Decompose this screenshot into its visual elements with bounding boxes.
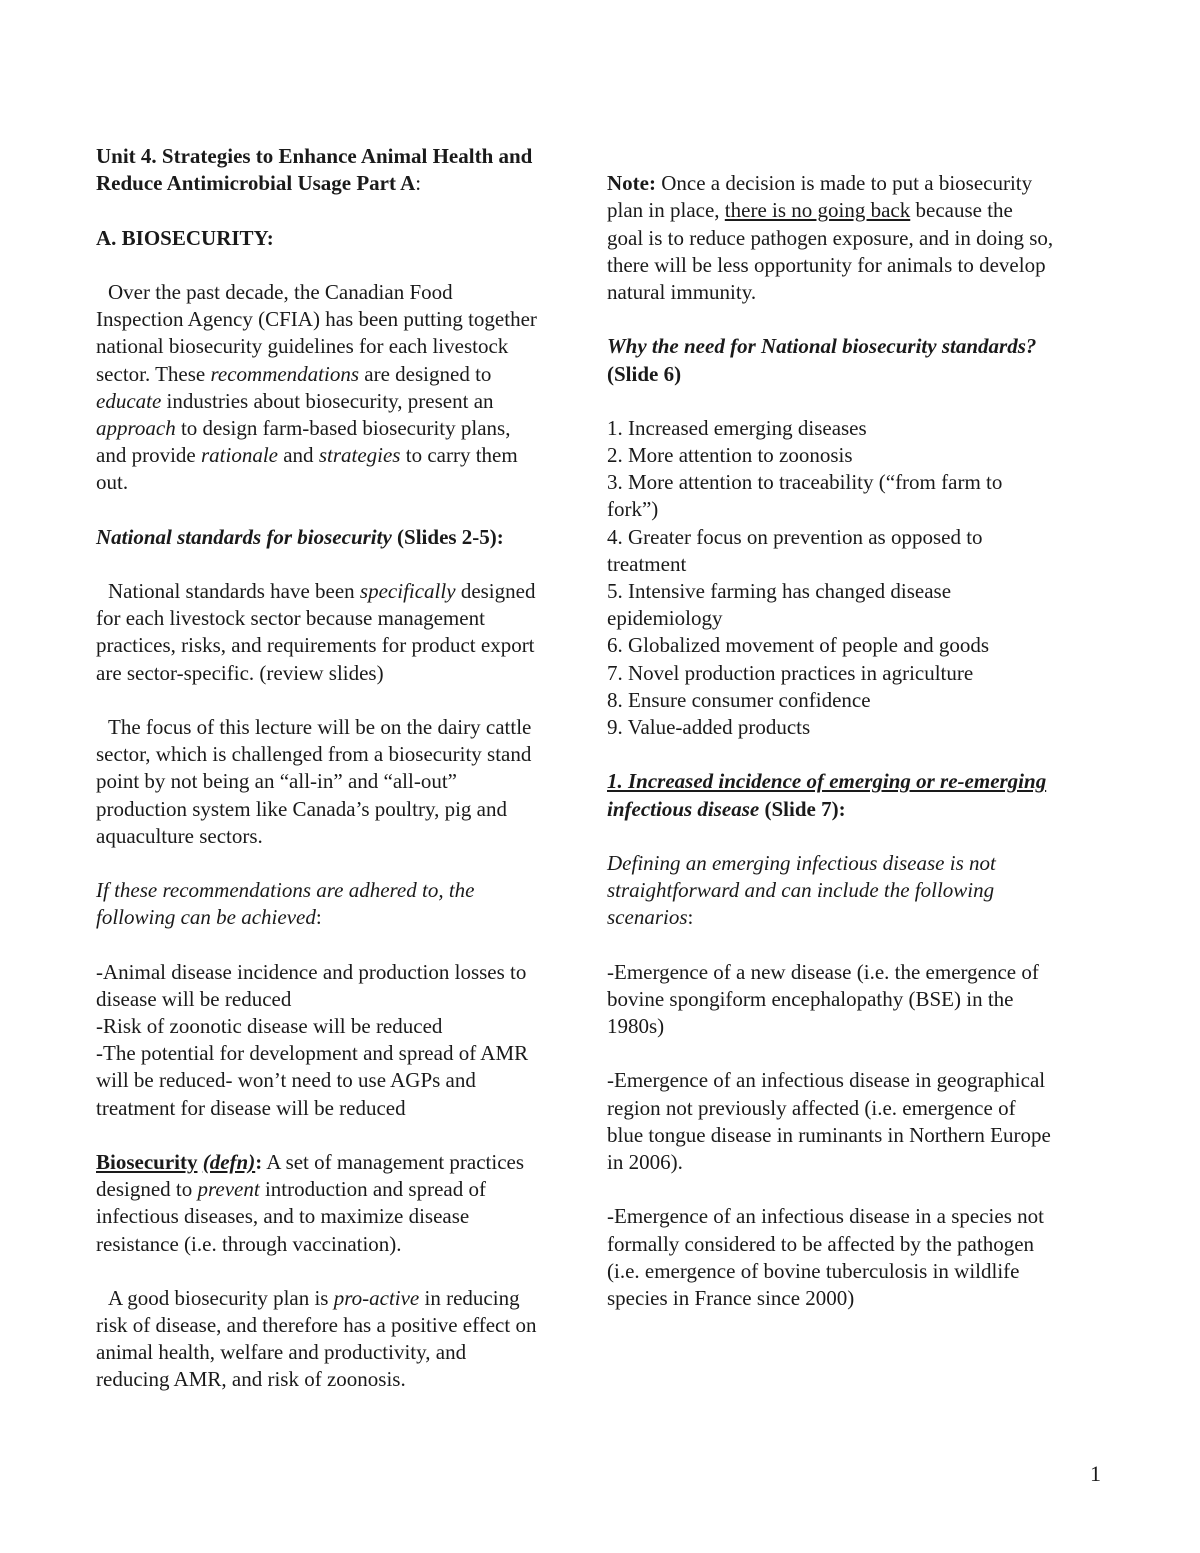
paragraph-recommendations: If these recommendations are adhered to, the following can be achieved: — [96, 878, 475, 930]
document-title-line-2: Reduce Antimicrobial Usage Part A: — [96, 171, 422, 196]
subheading-why-national-standards: Why the need for National biosecurity standards? (Slide 6) — [607, 334, 1037, 386]
subheading-national-standards: National standards for biosecurity (Slides 2-5): — [96, 524, 504, 549]
scenario-new-species: -Emergence of an infectious disease in a species not formally considered to be affected by the pathogen (i.e. emergence of bovine tuberculosis in wildlife species in France since 2000) — [607, 1204, 1044, 1310]
subheading-increased-incidence: 1. Increased incidence of emerging or re-emerging infectious disease (Slide 7): — [607, 769, 1047, 821]
list-item: 1. Increased emerging diseases — [607, 415, 867, 440]
document-title: Unit 4. Strategies to Enhance Animal Health and — [96, 144, 533, 168]
paragraph-cfia: Over the past decade, the Canadian Food Inspection Agency (CFIA) has been putting together national biosecurity guidelines for each livestock sector. These recommendations are designed to educate industries about biosecurity, present an approach to design farm-based biosecurity plans, and provide rationale and strategies to carry them out. — [96, 279, 537, 495]
section-heading-biosecurity: A. BIOSECURITY: — [96, 225, 274, 250]
paragraph-defining: Defining an emerging infectious disease is not straightforward and can include the following scenarios: — [607, 850, 996, 930]
list-item: 8. Ensure consumer confidence — [607, 687, 871, 712]
paragraph-national-standards: National standards have been specifically designed for each livestock sector because management practices, risks, and requirements for product export are sector-specific. (review slides) — [96, 579, 536, 685]
scenario-new-region: -Emergence of an infectious disease in geographical region not previously affected (i.e. emergence of blue tongue disease in ruminants in Northern Europe in 2006). — [607, 1068, 1051, 1174]
scenario-new-disease: -Emergence of a new disease (i.e. the emergence of bovine spongiform encephalopathy (BSE) in the 1980s) — [607, 959, 1039, 1038]
note-paragraph: Note: Once a decision is made to put a biosecurity plan in place, there is no going back because the goal is to reduce pathogen exposure, and in doing so, there will be less opportunity for animals to develop natural immunity. — [607, 171, 1054, 304]
list-item: -Risk of zoonotic disease will be reduced — [96, 1014, 443, 1038]
list-item: -The potential for development and spread of AMR — [96, 1041, 529, 1066]
page-number: 1 — [1090, 1461, 1101, 1486]
reasons-list: 1. Increased emerging diseases 2. More attention to zoonosis 3. More attention to traceability (“from farm to fork”) 4. Greater focus on prevention as opposed to treatment 5. Intensive farming has changed disease epidemiology 6. Globalized movement of people and goods 7. Novel production practices in agriculture 8. Ensure consumer confidence 9. Value-added products — [607, 415, 1107, 741]
paragraph-good-plan: A good biosecurity plan is pro-active in reducing risk of disease, and therefore has a positive effect on animal health, welfare and productivity, and reducing AMR, and risk of zoonosis. — [96, 1285, 537, 1392]
list-item: 7. Novel production practices in agriculture — [607, 660, 974, 685]
left-column — [96, 143, 596, 1394]
list-item: -Animal disease incidence and production losses to — [96, 959, 527, 984]
list-item: 6. Globalized movement of people and goods — [607, 633, 989, 658]
list-item: 4. Greater focus on prevention as opposed to — [607, 524, 983, 549]
list-item: 2. More attention to zoonosis — [607, 443, 853, 468]
paragraph-dairy-focus: The focus of this lecture will be on the dairy cattle sector, which is challenged from a biosecurity stand point by not being an “all-in” and “all-out” production system like Canada’s poultry, pig and aquaculture sectors. — [96, 714, 532, 848]
outcomes-list: -Animal disease incidence and production losses to disease will be reduced -Risk of zoonotic disease will be reduced -The potential for development and spread of AMR will be reduced- won’t need to use AGPs and treatment for disease will be reduced — [96, 959, 596, 1122]
list-item: 5. Intensive farming has changed disease — [607, 579, 952, 603]
list-item: 3. More attention to traceability (“from farm to — [607, 470, 1003, 495]
biosecurity-definition: Biosecurity (defn): A set of management practices designed to prevent introduction and spread of infectious diseases, and to maximize disease resistance (i.e. through vaccination). — [96, 1149, 525, 1256]
right-column — [607, 143, 1107, 1312]
list-item: 9. Value-added products — [607, 714, 811, 739]
